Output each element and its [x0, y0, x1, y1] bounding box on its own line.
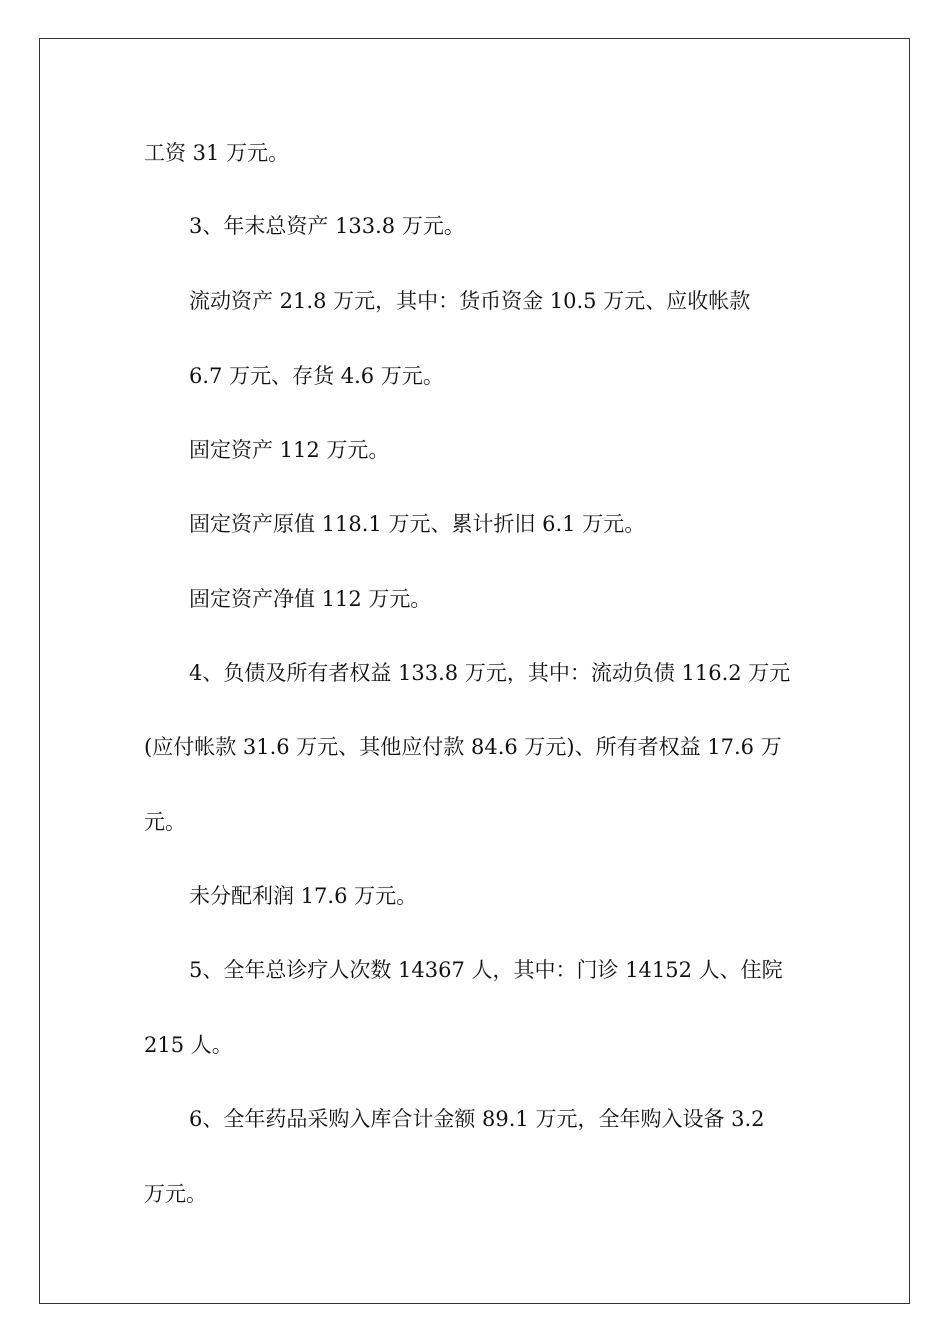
text-line: 固定资产净值 112 万元。	[189, 587, 432, 611]
text-line: 5、全年总诊疗人次数 14367 人，其中：门诊 14152 人、住院	[189, 958, 783, 982]
text-line: 流动资产 21.8 万元，其中：货币资金 10.5 万元、应收帐款	[189, 289, 751, 313]
text-line: 3、年末总资产 133.8 万元。	[189, 214, 465, 238]
text-line: 215 人。	[144, 1033, 233, 1057]
text-line: 工资 31 万元。	[144, 141, 290, 165]
text-line: 元。	[144, 810, 186, 834]
text-line: (应付帐款 31.6 万元、其他应付款 84.6 万元)、所有者权益 17.6 万	[144, 735, 782, 759]
text-line: 6.7 万元、存货 4.6 万元。	[189, 364, 444, 388]
text-line: 未分配利润 17.6 万元。	[189, 884, 418, 908]
text-line: 固定资产 112 万元。	[189, 438, 390, 462]
text-line: 6、全年药品采购入库合计金额 89.1 万元，全年购入设备 3.2	[189, 1107, 765, 1131]
text-line: 4、负债及所有者权益 133.8 万元，其中：流动负债 116.2 万元	[189, 661, 791, 685]
text-line: 万元。	[144, 1182, 207, 1206]
text-line: 固定资产原值 118.1 万元、累计折旧 6.1 万元。	[189, 512, 646, 536]
